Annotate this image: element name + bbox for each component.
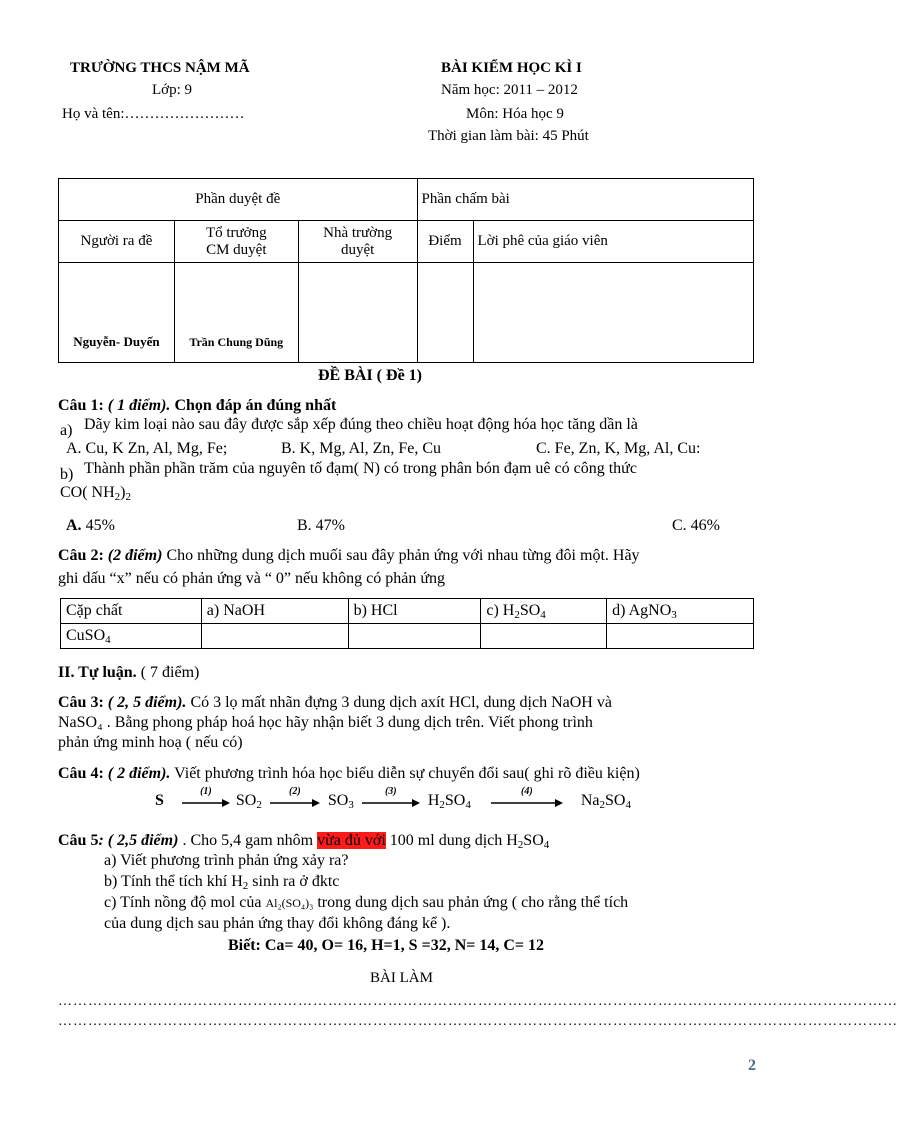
question-1a-text: Dãy kim loại nào sau đây được sắp xếp đúng theo chiều hoạt động hóa học tăng dần là bbox=[84, 416, 638, 433]
h2so4-header: c) $H_2SO_4$ bbox=[481, 599, 607, 624]
exam-heading: ĐỀ BÀI ( Đề 1) bbox=[318, 367, 422, 384]
comment-cell bbox=[473, 263, 754, 363]
class-label: Lớp: 9 bbox=[152, 82, 193, 98]
question-4-heading: Câu 4: ( 2 điểm). Viết phương trình hóa học biểu diễn sự chuyển đổi sau( ghi rõ điều kiện) bbox=[58, 765, 640, 782]
school-approval-cell bbox=[298, 263, 417, 363]
answer-line: …………………………………………………………………………………………………………………………………………………… bbox=[58, 994, 898, 1009]
question-1b-option-c: C. 46% bbox=[672, 517, 720, 534]
question-5-heading: Câu 5: ( 2,5 điểm) . Cho 5,4 gam nhôm vừa đủ với 100 ml dung dịch $H_2SO_4$ bbox=[58, 832, 550, 851]
question-5c-line-2: của dung dịch sau phản ứng thay đổi không đáng kể ). bbox=[104, 915, 451, 932]
author-column-header: Người ra đề bbox=[59, 221, 175, 263]
review-section-header: Phần duyệt đề bbox=[59, 179, 418, 221]
question-1-heading: Câu 1: ( 1 điểm). Chọn đáp án đúng nhất bbox=[58, 397, 337, 414]
arrow-2-icon: (2) bbox=[270, 795, 320, 807]
question-1a-option-b: B. K, Mg, Al, Zn, Fe, Cu bbox=[281, 440, 442, 457]
school-year: Năm học: 2011 – 2012 bbox=[441, 82, 578, 98]
agno3-header: d) AgNO$_3$ bbox=[607, 599, 754, 624]
arrow-1-icon: (1) bbox=[182, 795, 230, 807]
pair-header: Cặp chất bbox=[61, 599, 202, 624]
highlighted-text: vừa đủ với bbox=[317, 832, 386, 849]
score-cell bbox=[417, 263, 473, 363]
part-2-heading: II. Tự luận. ( 7 điểm) bbox=[58, 664, 200, 681]
question-1b-formula: CO( $NH_2)_2$ bbox=[60, 484, 131, 503]
question-3-line-3: phản ứng minh hoạ ( nếu có) bbox=[58, 734, 243, 751]
answer-heading: BÀI LÀM bbox=[370, 970, 433, 986]
score-column-header: Điểm bbox=[417, 221, 473, 263]
naoh-header: a) NaOH bbox=[201, 599, 348, 624]
question-5c-line-1: c) Tính nồng độ mol của Al₂(SO₄)₃ trong dung dịch sau phản ứng ( cho rằng thể tích bbox=[104, 894, 629, 911]
conversion-chain: S (1) $SO_2$ (2) $SO_3$ (3) $H_2SO_4$ (4) $Na_2SO_4$ bbox=[155, 786, 631, 811]
question-1a-label: a) bbox=[60, 422, 73, 439]
question-1b-option-b: B. 47% bbox=[297, 517, 345, 534]
question-5a: a) Viết phương trình phản ứng xảy ra? bbox=[104, 852, 349, 869]
hcl-header: b) HCl bbox=[348, 599, 481, 624]
duration: Thời gian làm bài: 45 Phút bbox=[428, 128, 589, 144]
question-5b: b) Tính thể tích khí $H_2$ sinh ra ở đktc bbox=[104, 873, 340, 892]
review-table bbox=[58, 178, 754, 363]
question-2-text: ghi dấu “x” nếu có phản ứng và “ 0” nếu không có phản ứng bbox=[58, 570, 446, 587]
reaction-table bbox=[60, 598, 754, 649]
question-1b-option-a: A. 45% bbox=[66, 517, 115, 534]
comment-column-header: Lời phê của giáo viên bbox=[473, 221, 754, 263]
question-1a-option-c: C. Fe, Zn, K, Mg, Al, Cu: bbox=[536, 440, 701, 457]
school-approval-column-header: Nhà trường duyệt bbox=[298, 221, 417, 263]
subject: Môn: Hóa học 9 bbox=[466, 106, 564, 122]
exam-title: BÀI KIỂM HỌC KÌ I bbox=[441, 60, 582, 76]
answer-cell-a bbox=[201, 624, 348, 649]
question-3-line-2: NaSO₄ . Bằng phong pháp hoá học hãy nhận biết 3 dung dịch trên. Viết phong trình bbox=[58, 714, 593, 731]
grading-section-header: Phần chấm bài bbox=[417, 179, 753, 221]
answer-cell-d bbox=[607, 624, 754, 649]
student-name-label: Họ và tên:…………………… bbox=[62, 106, 245, 122]
question-3-line-1: Câu 3: ( 2, 5 điểm). Có 3 lọ mất nhãn đựng 3 dung dịch axít HCl, dung dịch NaOH và bbox=[58, 694, 612, 711]
head-approval-column-header: Tổ trưởng CM duyệt bbox=[174, 221, 298, 263]
head-name: Trần Chung Dũng bbox=[174, 263, 298, 363]
question-1a-option-a: A. Cu, K Zn, Al, Mg, Fe; bbox=[66, 440, 228, 457]
given-data: Biết: Ca= 40, O= 16, H=1, S =32, N= 14, C= 12 bbox=[228, 937, 545, 954]
arrow-3-icon: (3) bbox=[362, 795, 420, 807]
question-1b-text: Thành phần phần trăm của nguyên tố đạm( N) có trong phân bón đạm uê có công thức bbox=[84, 460, 637, 477]
arrow-4-icon: (4) bbox=[491, 795, 563, 807]
cuso4-row-label: CuSO$_4$ bbox=[61, 624, 202, 649]
question-2-heading: Câu 2: (2 điểm) Cho những dung dịch muối sau đây phản ứng với nhau từng đôi một. Hãy bbox=[58, 547, 640, 564]
answer-line: …………………………………………………………………………………………………………………………………………………… bbox=[58, 1014, 898, 1029]
school-name: TRƯỜNG THCS NẬM MÃ bbox=[70, 60, 250, 76]
page-number: 2 bbox=[748, 1057, 756, 1074]
question-1b-label: b) bbox=[60, 466, 74, 483]
answer-cell-b bbox=[348, 624, 481, 649]
answer-cell-c bbox=[481, 624, 607, 649]
author-name: Nguyễn- Duyến bbox=[59, 263, 175, 363]
